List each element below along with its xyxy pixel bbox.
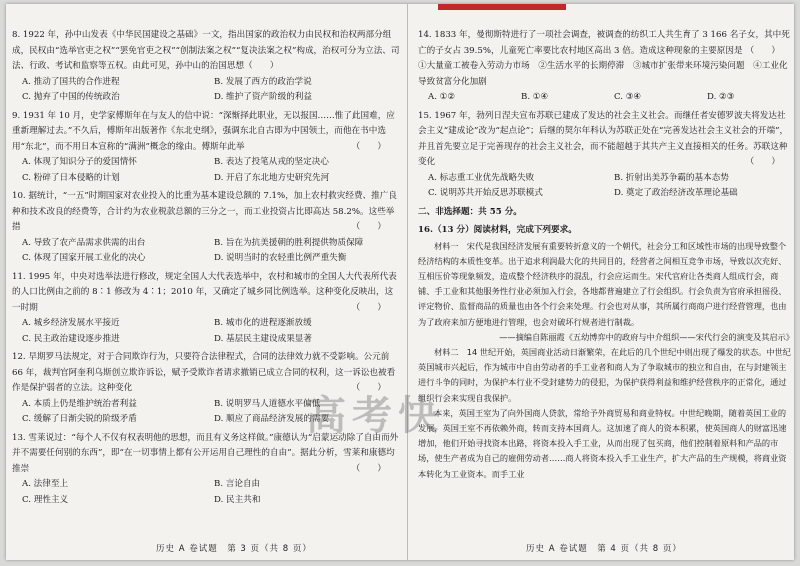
question-stem: 9. 1931 年 10 月，史学家傅斯年在与友人的信中说：“深惭择此职业，无以报国……惟了此国难，应重新理解过去。”不久后，傅斯年出版著作《东北史纲》，强调东北自古即为中国领土，而他在书中选用“东北”，而不用日本宣称的“满洲”概念的缘由。傅斯年此举 （ ） bbox=[12, 109, 400, 156]
question-stem: 14. 1833 年，曼彻斯特进行了一项社会调查，被调查的纺织工人共生育了 3 166 名子女，其中死亡的子女占 39.5%，儿童死亡率要比农村地区高出 3 倍。造成这种现象的主要原因是 （ ） bbox=[418, 28, 794, 59]
question-11 bbox=[12, 270, 400, 348]
question-stem: 12. 早期罗马法规定，对于合同欺诈行为，只要符合法律程式，合同的法律效力就不受影响。公元前 66 年，裁判官阿奎利乌斯创立欺诈诉讼，赋予受欺诈者请求撤销已成立合同的权利，这一诉讼也被看作是保护弱者的立法。这种变化 （ ） bbox=[12, 350, 400, 397]
option-d: D. 顺应了商品经济发展的需要 bbox=[214, 414, 330, 424]
section-heading: 二、非选择题：共 55 分。 bbox=[418, 206, 522, 217]
question-16-heading: 16.（13 分）阅读材料，完成下列要求。 bbox=[418, 225, 577, 235]
option-b: B. 城市化的进程逐渐放缓 bbox=[214, 318, 312, 328]
option-c: C. 体现了国家开展工业化的决心 bbox=[22, 253, 146, 263]
option-c: C. ③④ bbox=[614, 92, 642, 102]
answer-blank: （ ） bbox=[351, 383, 386, 393]
option-b: B. 旨在为抗美援朝的胜利提供物质保障 bbox=[214, 237, 364, 248]
option-a: A. 导致了农产品需求供需的出台 bbox=[22, 237, 146, 248]
question-8 bbox=[12, 28, 400, 106]
option-d: D. 奠定了政治经济改革理论基础 bbox=[614, 188, 738, 198]
option-a: A. 体现了知识分子的爱国情怀 bbox=[22, 157, 137, 167]
option-b: B. 表达了投笔从戎的坚定决心 bbox=[214, 157, 329, 167]
question-stem: 10. 据统计，“一五”时期国家对农业投入的比重为基本建设总额的 7.1%，加上农村救灾经费、推广良种和技术改良的经费等，合计约为农业税款总额的三分之一，而工业投资占比即高达 58.2%。这些举措 （ ） bbox=[12, 189, 400, 236]
option-b: B. 发展了西方的政治学说 bbox=[214, 76, 312, 87]
question-14 bbox=[418, 28, 794, 106]
option-b: B. 折射出美苏争霸的基本态势 bbox=[614, 172, 729, 183]
option-d: D. ②③ bbox=[707, 92, 735, 102]
option-c: C. 理性主义 bbox=[22, 494, 69, 505]
question-10 bbox=[12, 189, 400, 267]
option-d: D. 说明当时的农轻重比例严重失衡 bbox=[214, 253, 347, 263]
answer-blank: （ ） bbox=[745, 157, 780, 167]
question-stem: 11. 1995 年，中央对选举法进行修改，规定全国人大代表选举中，农村和城市的全国人大代表所代表的人口比例由之前的 8∶1 修改为 4∶1；2010 年，又确定了城乡同比例选举。这种变化反映出，这一时期 （ ） bbox=[12, 270, 400, 317]
watermark: 高考快 bbox=[306, 393, 444, 439]
question-stem: 13. 雪莱说过：“每个人不仅有权表明他的思想，而且有义务这样做。”康德认为“启蒙运动除了自由而外并不需要任何别的东西”，即“在一切事情上都有公开运用自己理性的自由”。据此分析，雪莱和康德均推崇 （ ） bbox=[12, 431, 400, 478]
option-c: C. 粉碎了日本侵略的计划 bbox=[22, 172, 120, 183]
material-one-source: ——摘编自陈丽霞《五幼博弈中的政府与中介组织——宋代行会的演变及其启示》 bbox=[499, 331, 794, 342]
material-two-continued: 本来，英国王室为了向外国商人贷款，常给予外商贸易和商业特权。中世纪晚期，随着英国工业的发展，英国王室不再依赖外商，转而支持本国商人。这加速了商人的资本积累，使英国商人的财富迅速增加，他们开始寻找资本出路，将资本投入手工业，从而出现了包买商，他们控制着原料和产品的市场，使生产者成为自己的雇佣劳动者……商人将资本投入手工业生产，扩大产品的生产规模，将商业资本转化为工业资本。而手工业 bbox=[418, 407, 787, 479]
option-a: A. 标志重工业优先战略失败 bbox=[428, 172, 535, 183]
option-d: D. 维护了资产阶级的利益 bbox=[214, 92, 312, 102]
right-page-footer: 历史 A 卷试题 第 4 页（共 8 页） bbox=[526, 544, 682, 554]
exam-sheet bbox=[6, 4, 794, 560]
question-items: ①大量童工被卷入劳动力市场 ②生活水平的长期停滞 ③城市扩张带来环境污染问题 ④工业化导致贫富分化加剧 bbox=[418, 61, 788, 87]
answer-blank: （ ） bbox=[351, 222, 386, 232]
left-page-footer: 历史 A 卷试题 第 3 页（共 8 页） bbox=[156, 544, 312, 554]
answer-blank: （ ） bbox=[745, 45, 780, 56]
option-c: C. 缓解了日渐尖锐的阶级矛盾 bbox=[22, 414, 137, 424]
option-a: A. ①② bbox=[428, 92, 456, 102]
option-d: D. 开启了东北地方史研究先河 bbox=[214, 172, 330, 183]
option-a: A. 推动了国共的合作进程 bbox=[22, 76, 120, 87]
question-stem: 15. 1967 年，勃列日涅夫宣布苏联已建成了发达的社会主义社会。而继任者安德罗波夫将发达社会主义“建成论”改为“起点论”；后继的契尔年科认为苏联正处在“完善发达社会主义社会的开端”，并且首先要立足于完善现存的社会主义社会，而不能超越于其共产主义直接相关的任务。苏联这种变化 （ ） bbox=[418, 109, 794, 171]
question-stem: 8. 1922 年，孙中山发表《中华民国建设之基础》一文，指出国家的政治权力由民权和治权两部分组成，民权由“选举官吏之权”“罢免官吏之权”“创制法案之权”“复决法案之权”构成，治权可分为立法、司法、行政、考试和监察等五权。由此可见，孙中山的治国思想（ ） bbox=[12, 30, 400, 71]
right-page bbox=[418, 28, 794, 482]
option-a: A. 本质上仍是维护统治者利益 bbox=[22, 398, 137, 409]
question-13 bbox=[12, 431, 400, 509]
answer-blank: （ ） bbox=[351, 302, 386, 313]
question-9 bbox=[12, 109, 400, 187]
option-c: C. 民主政治建设逐步推进 bbox=[22, 333, 120, 344]
material-one: 材料一 宋代是我国经济发展有重要转折意义的一个朝代，社会分工和区域性市场的出现导致整个经济结构的本质性变革。出于追求利润最大化的共同目的，经营者之间相互竞争市场，导致以次充好、互相压价等现象频发，造成整个经济秩序的混乱，行会应运而生。宋代官府让各类商人组成行会，商铺、手工业和其他服务性行业必须加入行会，各地都普遍建立了行会组织。行会负责为官府承担徭役、评定物价、监督商品的质量也由各个行会来处理。行会也对从事，其所属行商商户进行经营管理，也由为了政府来加方便地进行管理，也会对破坏行规者进行制裁。 bbox=[418, 240, 787, 327]
answer-blank: （ ） bbox=[351, 463, 386, 474]
material-two: 材料二 14 世纪开始，英国商业活动日渐繁荣，在此后的几个世纪中则出现了爆发的状态。中世纪英国城市兴起后，作为城市中自由劳动者的手工业者和商人为了争取城市的独立和自由，在与封建领主进行斗争的同时，为保护本行业不受封建势力的侵犯，为保护获得利益和维护经营秩序的正常化，通过组织行会来实现自我保护。 bbox=[418, 346, 791, 403]
red-header-bar bbox=[438, 4, 566, 10]
page-fold-divider bbox=[407, 4, 408, 560]
option-d: D. 民主共和 bbox=[214, 494, 261, 505]
option-c: C. 抛弃了中国的传统政治 bbox=[22, 92, 120, 102]
option-c: C. 说明苏共开始反思苏联模式 bbox=[428, 188, 543, 198]
option-a: A. 城乡经济发展水平接近 bbox=[22, 318, 120, 328]
option-b: B. 说明罗马人道德水平偏低 bbox=[214, 398, 321, 409]
option-b: B. 言论自由 bbox=[214, 479, 261, 489]
question-15 bbox=[418, 109, 794, 202]
answer-blank: （ ） bbox=[351, 141, 386, 152]
option-b: B. ①④ bbox=[521, 92, 549, 102]
option-a: A. 法律至上 bbox=[22, 479, 69, 489]
option-d: D. 基层民主建设成果显著 bbox=[214, 333, 312, 344]
